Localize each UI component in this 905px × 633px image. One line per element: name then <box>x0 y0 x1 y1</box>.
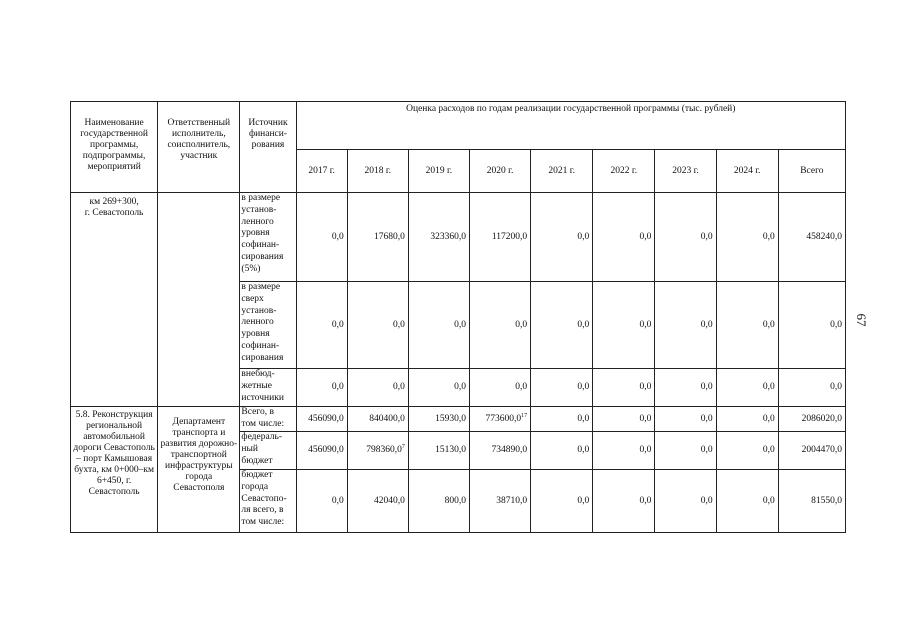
header-year-2024: 2024 г. <box>716 150 778 193</box>
value-cell: 0,0 <box>655 470 716 533</box>
value-cell <box>469 407 530 432</box>
value-cell: 0,0 <box>347 282 408 369</box>
value-cell: 0,0 <box>655 193 716 282</box>
value-cell: 323360,0 <box>408 193 469 282</box>
value-cell: 0,0 <box>408 282 469 369</box>
value-cell: 0,0 <box>655 369 716 407</box>
value-cell: 0,0 <box>716 407 778 432</box>
value-cell: 0,0 <box>347 369 408 407</box>
source-cell: внебюд- жетные источники <box>240 369 296 407</box>
value-cell <box>347 432 408 470</box>
value-cell: 0,0 <box>469 369 530 407</box>
value-cell: 2004470,0 <box>778 432 845 470</box>
value-cell: 840400,0 <box>347 407 408 432</box>
value-cell: 0,0 <box>778 282 845 369</box>
value-cell: 0,0 <box>593 432 655 470</box>
footnote-marker: 17 <box>521 412 528 419</box>
header-year-2017: 2017 г. <box>296 150 347 193</box>
value-cell: 15930,0 <box>408 407 469 432</box>
source-cell: Всего, в том числе: <box>240 407 296 432</box>
source-cell: федераль- ный бюджет <box>240 432 296 470</box>
source-cell: в размере сверх установ- ленного уровня софинан- сирования <box>240 282 296 369</box>
value-cell: 0,0 <box>716 193 778 282</box>
value-cell: 117200,0 <box>469 193 530 282</box>
value-cell: 800,0 <box>408 470 469 533</box>
value-cell: 0,0 <box>408 369 469 407</box>
value-cell: 0,0 <box>593 193 655 282</box>
value-cell: 0,0 <box>593 369 655 407</box>
value-cell: 0,0 <box>716 470 778 533</box>
value-cell: 0,0 <box>296 193 347 282</box>
value-cell: 38710,0 <box>469 470 530 533</box>
header-year-2022: 2022 г. <box>593 150 655 193</box>
value-cell: 0,0 <box>593 407 655 432</box>
value-cell: 0,0 <box>296 470 347 533</box>
header-year-2021: 2021 г. <box>531 150 593 193</box>
value-cell: 456090,0 <box>296 407 347 432</box>
footnote-marker: 7 <box>401 443 405 450</box>
program-name-cell: 5.8. Реконструкция региональной автомобильной дороги Севастополь – порт Камышовая бухта, км 0+000–км 6+450, г. Севастополь <box>71 407 158 533</box>
value-cell: 2086020,0 <box>778 407 845 432</box>
value-cell: 0,0 <box>655 432 716 470</box>
value-cell: 734890,0 <box>469 432 530 470</box>
source-cell: в размере установ- ленного уровня софинан- сирования (5%) <box>240 193 296 282</box>
header-name: Наименование государственной программы, подпрограммы, мероприятий <box>71 102 158 193</box>
value-cell: 0,0 <box>469 282 530 369</box>
value-cell: 42040,0 <box>347 470 408 533</box>
header-year-2023: 2023 г. <box>655 150 716 193</box>
value-cell: 0,0 <box>296 282 347 369</box>
header-estimate: Оценка расходов по годам реализации государственной программы (тыс. рублей) <box>296 102 845 150</box>
program-name-cell: км 269+300, г. Севастополь <box>71 193 158 407</box>
value-cell: 0,0 <box>531 282 593 369</box>
value-cell: 0,0 <box>296 369 347 407</box>
value-cell: 0,0 <box>593 282 655 369</box>
value-cell: 0,0 <box>655 407 716 432</box>
value-cell: 0,0 <box>716 282 778 369</box>
value-cell: 0,0 <box>655 282 716 369</box>
value-cell: 0,0 <box>531 369 593 407</box>
responsible-cell <box>158 193 240 407</box>
header-row-1 <box>71 102 846 150</box>
value-text: 798360,0 <box>366 445 402 455</box>
responsible-cell: Департамент транспорта и развития дорожно-транспортной инфраструктуры города Севастополя <box>158 407 240 533</box>
header-source: Источник финанси-рования <box>240 102 296 193</box>
value-cell: 0,0 <box>593 470 655 533</box>
value-cell: 0,0 <box>531 432 593 470</box>
value-cell: 0,0 <box>531 193 593 282</box>
value-cell: 456090,0 <box>296 432 347 470</box>
table-row <box>71 193 846 282</box>
value-cell: 0,0 <box>778 369 845 407</box>
header-responsible: Ответственный исполнитель, соисполнитель, участник <box>158 102 240 193</box>
source-cell: бюджет города Севастопо- ля всего, в том числе: <box>240 470 296 533</box>
header-year-2018: 2018 г. <box>347 150 408 193</box>
value-text: 773600,0 <box>485 413 522 424</box>
value-cell: 0,0 <box>716 369 778 407</box>
table-row <box>71 407 846 432</box>
value-cell: 17680,0 <box>347 193 408 282</box>
value-cell: 458240,0 <box>778 193 845 282</box>
header-year-2020: 2020 г. <box>469 150 530 193</box>
value-cell: 81550,0 <box>778 470 845 533</box>
value-cell: 0,0 <box>531 407 593 432</box>
financing-table <box>70 101 846 533</box>
page-number: 67 <box>854 313 869 327</box>
header-total: Всего <box>778 150 845 193</box>
value-cell: 0,0 <box>531 470 593 533</box>
header-year-2019: 2019 г. <box>408 150 469 193</box>
value-cell: 15130,0 <box>408 432 469 470</box>
value-cell: 0,0 <box>716 432 778 470</box>
